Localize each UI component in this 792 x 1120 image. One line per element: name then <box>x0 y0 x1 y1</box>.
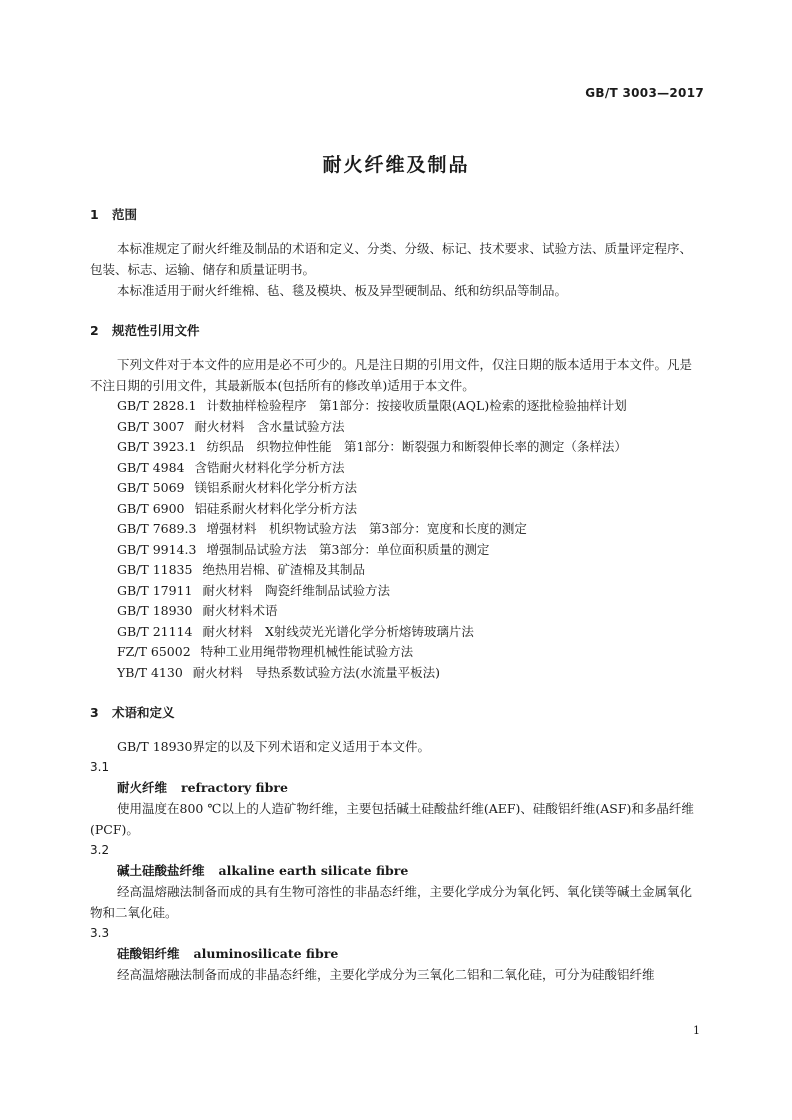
reference-title: 特种工业用绳带物理机械性能试验方法 <box>200 644 414 659</box>
reference-item <box>90 663 704 684</box>
reference-item <box>90 642 704 663</box>
reference-code: GB/T 9914.3 <box>117 541 197 557</box>
reference-code: GB/T 18930 <box>117 603 193 618</box>
reference-code: GB/T 11835 <box>117 562 193 577</box>
terms-intro: GB/T 18930界定的以及下列术语和定义适用于本文件。 <box>117 739 430 754</box>
reference-title: 铝硅系耐火材料化学分析方法 <box>194 500 358 516</box>
reference-title: 增强制品试验方法 第3部分：单位面积质量的测定 <box>206 541 490 557</box>
reference-item <box>90 499 704 520</box>
term-number: 3.2 <box>90 843 110 857</box>
term-heading <box>90 943 704 964</box>
reference-title: 耐火材料 X射线荧光光谱化学分析熔铸玻璃片法 <box>202 623 474 639</box>
term-definition: 使用温度在800 ℃以上的人造矿物纤维，主要包括碱土硅酸盐纤维(AEF)、硅酸铝纤维(ASF)和多晶纤维(PCF)。 <box>90 801 694 837</box>
section-number: 2 <box>90 323 99 338</box>
reference-code: GB/T 5069 <box>117 480 185 495</box>
reference-title: 计数抽样检验程序 第1部分：按接收质量限(AQL)检索的逐批检验抽样计划 <box>206 398 627 413</box>
reference-title: 耐火材料 导热系数试验方法(水流量平板法) <box>192 664 441 680</box>
reference-item <box>90 540 704 561</box>
section-title: 术语和定义 <box>112 705 175 720</box>
term-number: 3.1 <box>90 760 110 774</box>
reference-code: GB/T 4984 <box>117 459 185 475</box>
section-title: 范围 <box>112 207 138 222</box>
section-heading-terms-and-definitions <box>90 703 704 723</box>
reference-list <box>90 396 704 683</box>
reference-title: 镁铝系耐火材料化学分析方法 <box>194 480 358 495</box>
reference-title: 增强材料 机织物试验方法 第3部分：宽度和长度的测定 <box>206 521 527 536</box>
term-heading <box>90 860 704 881</box>
scope-paragraph: 本标准适用于耐火纤维棉、毡、毯及模块、板及异型硬制品、纸和纺织品等制品。 <box>117 283 568 298</box>
reference-code: FZ/T 65002 <box>117 644 191 659</box>
reference-code: GB/T 3923.1 <box>117 439 197 454</box>
section-number: 3 <box>90 705 99 720</box>
reference-item <box>90 601 704 622</box>
term-english: refractory fibre <box>181 780 288 795</box>
reference-code: GB/T 21114 <box>117 623 193 639</box>
reference-code: GB/T 17911 <box>117 582 193 598</box>
reference-item <box>90 581 704 602</box>
term-english: alkaline earth silicate fibre <box>218 863 409 878</box>
reference-item <box>90 478 704 499</box>
reference-title: 耐火材料术语 <box>202 603 278 618</box>
reference-title: 纺织品 织物拉伸性能 第1部分：断裂强力和断裂伸长率的测定（条样法） <box>206 439 627 454</box>
term-heading <box>90 777 704 798</box>
standard-code: GB/T 3003—2017 <box>585 86 704 100</box>
reference-item <box>90 417 704 438</box>
reference-code: GB/T 3007 <box>117 418 185 434</box>
section-title: 规范性引用文件 <box>112 323 200 338</box>
reference-title: 耐火材料 陶瓷纤维制品试验方法 <box>202 582 390 598</box>
page-number: 1 <box>693 1024 700 1037</box>
document-body <box>90 205 704 985</box>
reference-code: YB/T 4130 <box>117 664 183 680</box>
document-title: 耐火纤维及制品 <box>322 154 470 176</box>
term-chinese: 耐火纤维 <box>117 780 168 795</box>
normative-intro: 下列文件对于本文件的应用是必不可少的。凡是注日期的引用文件，仅注日期的版本适用于本文件。凡是不注日期的引用文件，其最新版本(包括所有的修改单)适用于本文件。 <box>90 357 693 393</box>
section-heading-normative-references <box>90 321 704 341</box>
term-entry <box>90 840 704 923</box>
reference-title: 含锆耐火材料化学分析方法 <box>194 459 345 475</box>
reference-code: GB/T 2828.1 <box>117 398 197 413</box>
reference-title: 耐火材料 含水量试验方法 <box>194 418 345 434</box>
reference-title: 绝热用岩棉、矿渣棉及其制品 <box>202 562 365 577</box>
scope-paragraph: 本标准规定了耐火纤维及制品的术语和定义、分类、分级、标记、技术要求、试验方法、质量评定程序、包装、标志、运输、储存和质量证明书。 <box>90 241 693 277</box>
term-chinese: 碱土硅酸盐纤维 <box>117 863 205 878</box>
term-number: 3.3 <box>90 926 110 940</box>
reference-item <box>90 396 704 417</box>
term-english: aluminosilicate fibre <box>193 946 339 961</box>
term-entry <box>90 923 704 985</box>
reference-item <box>90 458 704 479</box>
section-number: 1 <box>90 207 99 222</box>
reference-item <box>90 519 704 540</box>
reference-code: GB/T 6900 <box>117 500 185 516</box>
reference-item <box>90 560 704 581</box>
term-entry <box>90 757 704 840</box>
reference-item <box>90 622 704 643</box>
term-definition: 经高温熔融法制备而成的非晶态纤维，主要化学成分为三氧化二铝和二氧化硅，可分为硅酸铝纤维 <box>117 967 655 982</box>
term-definition: 经高温熔融法制备而成的具有生物可溶性的非晶态纤维，主要化学成分为氧化钙、氧化镁等碱土金属氧化物和二氧化硅。 <box>90 884 693 920</box>
reference-item <box>90 437 704 458</box>
term-chinese: 硅酸铝纤维 <box>117 946 180 961</box>
section-heading-scope <box>90 205 704 225</box>
reference-code: GB/T 7689.3 <box>117 521 197 536</box>
